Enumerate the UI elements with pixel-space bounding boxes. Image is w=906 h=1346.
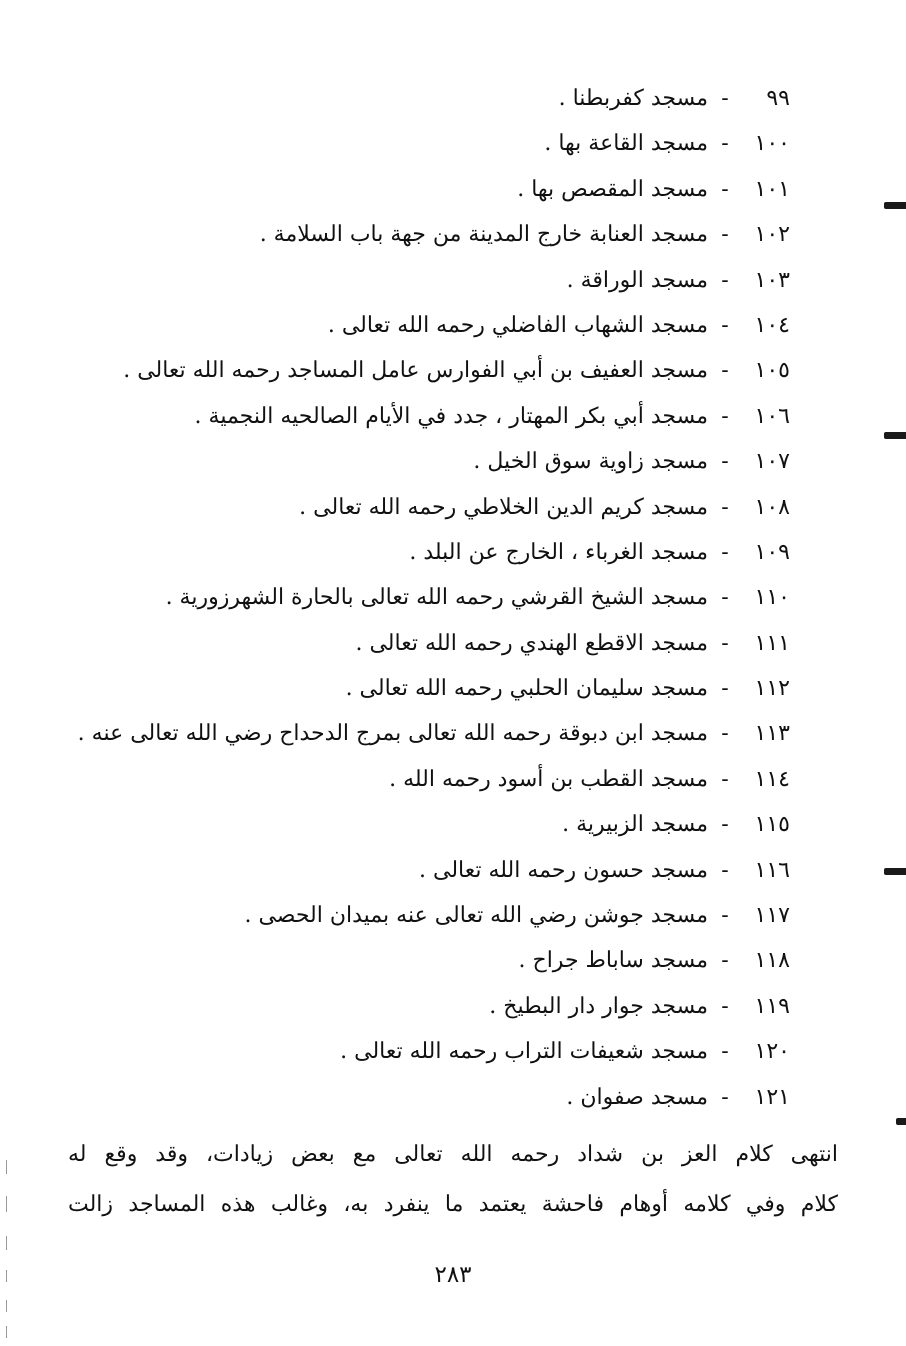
entry-dash: -: [721, 857, 729, 883]
entry-dash: -: [721, 222, 729, 248]
list-item: [30, 757, 790, 802]
entry-text: مسجد الشهاب الفاضلي رحمه الله تعالى .: [327, 312, 708, 338]
entry-number: ١١٩: [754, 993, 790, 1019]
margin-mark: [884, 202, 906, 209]
list-item: [30, 1029, 790, 1074]
entry-dash: -: [721, 539, 729, 565]
page-number: ٢٨٣: [434, 1262, 472, 1288]
entry-dash: -: [721, 494, 729, 520]
list-item: [30, 621, 790, 666]
closing-paragraph: [68, 1130, 838, 1230]
list-item: [30, 984, 790, 1029]
entry-text: مسجد جوار دار البطيخ .: [489, 993, 708, 1019]
entry-text: مسجد زاوية سوق الخيل .: [473, 449, 708, 475]
entry-number: ١٠٥: [754, 358, 790, 384]
margin-tick: [6, 1196, 7, 1212]
list-item: [30, 439, 790, 484]
margin-tick: [6, 1236, 7, 1250]
entry-text: مسجد جوشن رضي الله تعالى عنه بميدان الحصى .: [244, 903, 708, 929]
entry-number: ١١٦: [754, 857, 790, 883]
entry-number: ١٠٩: [754, 539, 790, 565]
entry-text: مسجد الزبيرية .: [562, 812, 708, 838]
list-item: [30, 575, 790, 620]
list-item: [30, 167, 790, 212]
list-item: [30, 348, 790, 393]
entry-number: ١٠٠: [754, 131, 790, 157]
entry-text: مسجد شعيفات التراب رحمه الله تعالى .: [340, 1039, 708, 1065]
entry-number: ١٠٤: [754, 312, 790, 338]
entry-text: مسجد القطب بن أسود رحمه الله .: [389, 766, 708, 792]
entry-dash: -: [721, 312, 729, 338]
entry-text: مسجد حسون رحمه الله تعالى .: [419, 857, 708, 883]
entry-number: ١٠٧: [754, 449, 790, 475]
entry-text: مسجد الاقطع الهندي رحمه الله تعالى .: [355, 630, 708, 656]
margin-mark: [896, 1118, 906, 1125]
entry-dash: -: [721, 993, 729, 1019]
entry-dash: -: [721, 1039, 729, 1065]
entry-dash: -: [721, 403, 729, 429]
list-item: [30, 893, 790, 938]
list-item: [30, 666, 790, 711]
list-item: [30, 303, 790, 348]
list-item: [30, 711, 790, 756]
margin-tick: [6, 1270, 7, 1282]
entry-number: ١١٠: [754, 585, 790, 611]
list-item: [30, 802, 790, 847]
entry-text: مسجد أبي بكر المهتار ، جدد في الأيام الصالحيه النجمية .: [194, 403, 708, 429]
closing-line-2: كلام وفي كلامه أوهام فاحشة يعتمد ما ينفرد به، وغالب هذه المساجد زالت: [68, 1192, 838, 1217]
entry-number: ١١٥: [754, 812, 790, 838]
entry-dash: -: [721, 176, 729, 202]
entry-text: مسجد العنابة خارج المدينة من جهة باب السلامة .: [259, 222, 708, 248]
entry-number: ١٠٢: [754, 222, 790, 248]
entry-text: مسجد العفيف بن أبي الفوارس عامل المساجد رحمه الله تعالى .: [123, 358, 708, 384]
entry-dash: -: [721, 86, 729, 111]
entry-dash: -: [721, 449, 729, 475]
entry-number: ١١٤: [754, 766, 790, 792]
entry-number: ١١٨: [754, 948, 790, 974]
list-item: [30, 848, 790, 893]
entry-dash: -: [721, 812, 729, 838]
entry-number: ١٠٦: [754, 403, 790, 429]
entry-number: ١٠١: [754, 176, 790, 202]
entry-number: ١٢٠: [754, 1039, 790, 1065]
entry-dash: -: [721, 1084, 729, 1110]
entry-text: مسجد القاعة بها .: [544, 131, 708, 157]
entry-dash: -: [721, 721, 729, 747]
list-item: [30, 212, 790, 257]
entry-text: مسجد كريم الدين الخلاطي رحمه الله تعالى .: [299, 494, 708, 520]
entry-number: ١١١: [754, 630, 790, 656]
entry-number: ١١٣: [754, 721, 790, 747]
list-item: [30, 530, 790, 575]
margin-tick: [6, 1326, 7, 1338]
entry-number: ١٠٣: [754, 267, 790, 293]
entry-text: مسجد سليمان الحلبي رحمه الله تعالى .: [345, 676, 708, 702]
list-item: [30, 394, 790, 439]
entry-text: مسجد صفوان .: [566, 1084, 708, 1110]
list-item: [30, 1075, 790, 1120]
entry-text: مسجد الشيخ القرشي رحمه الله تعالى بالحارة الشهرزورية .: [165, 585, 708, 611]
entry-dash: -: [721, 131, 729, 157]
entry-dash: -: [721, 676, 729, 702]
mosque-list: [30, 76, 790, 1120]
entry-number: ٩٩: [766, 86, 790, 111]
entry-text: مسجد الغرباء ، الخارج عن البلد .: [409, 539, 708, 565]
entry-dash: -: [721, 903, 729, 929]
entry-text: مسجد كفربطنا .: [558, 86, 708, 111]
list-item: [30, 938, 790, 983]
entry-text: مسجد الوراقة .: [566, 267, 708, 293]
entry-dash: -: [721, 358, 729, 384]
entry-number: ١١٧: [754, 903, 790, 929]
list-item: [30, 258, 790, 303]
entry-dash: -: [721, 630, 729, 656]
entry-text: مسجد ابن دبوقة رحمه الله تعالى بمرج الدحداح رضي الله تعالى عنه .: [77, 721, 708, 747]
list-item: [30, 121, 790, 166]
list-item: [30, 485, 790, 530]
list-item: [30, 76, 790, 121]
entry-number: ١٠٨: [754, 494, 790, 520]
margin-mark: [884, 432, 906, 439]
margin-mark: [884, 868, 906, 875]
entry-dash: -: [721, 585, 729, 611]
margin-tick: [6, 1300, 7, 1312]
entry-text: مسجد المقصص بها .: [517, 176, 708, 202]
entry-dash: -: [721, 267, 729, 293]
entry-number: ١١٢: [754, 676, 790, 702]
margin-tick: [6, 1160, 7, 1174]
closing-line-1: انتهى كلام العز بن شداد رحمه الله تعالى مع بعض زيادات، وقد وقع له: [68, 1142, 838, 1167]
entry-dash: -: [721, 766, 729, 792]
entry-number: ١٢١: [754, 1084, 790, 1110]
entry-dash: -: [721, 948, 729, 974]
entry-text: مسجد ساباط جراح .: [518, 948, 708, 974]
